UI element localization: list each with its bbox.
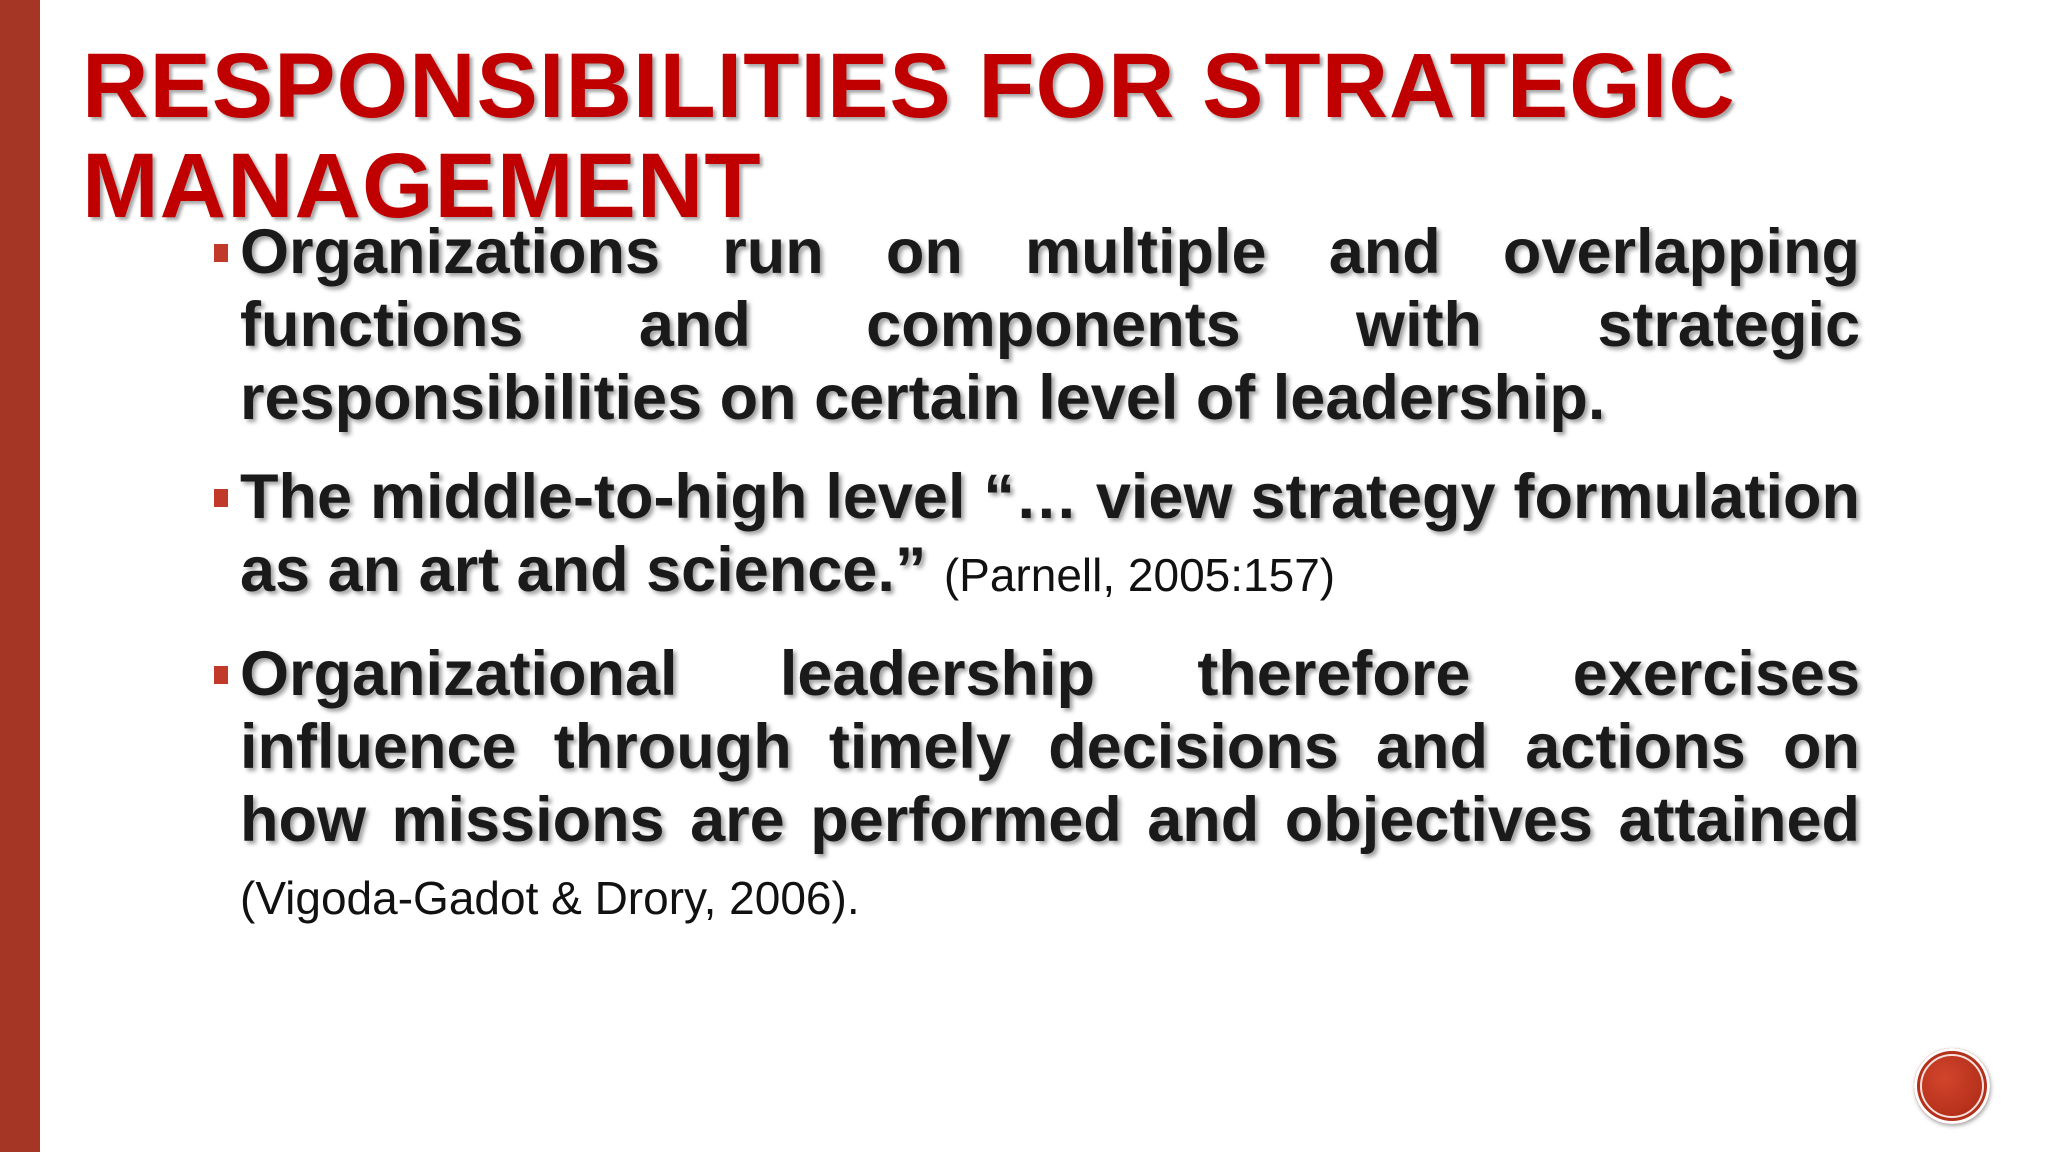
bullet-marker-icon: [214, 244, 228, 262]
bullet-citation: (Vigoda-Gadot & Drory, 2006).: [240, 872, 860, 924]
bullet-text: Organizational leadership therefore exercises influence through timely decisions and actions on how missions are performed and objectives attained: [240, 639, 1860, 855]
bullet-text: The middle-to-high level “… view strategy formulation as an art and science.”: [240, 462, 1860, 605]
bullet-marker-icon: [214, 666, 228, 684]
bullet-marker-icon: [214, 489, 228, 507]
bullet-text: Organizations run on multiple and overlapping functions and components with strategic responsibilities on certain level of leadership.: [240, 217, 1860, 433]
bullet-list: [240, 216, 1860, 961]
slide-title: [82, 36, 1982, 236]
circle-button-icon[interactable]: [1914, 1048, 1990, 1124]
title-line-2: MANAGEMENT: [82, 135, 762, 237]
bullet-citation: (Parnell, 2005:157): [943, 549, 1336, 601]
bullet-item: [240, 638, 1860, 935]
bullet-item: [240, 461, 1860, 612]
title-line-1: RESPONSIBILITIES FOR STRATEGIC: [82, 35, 1736, 137]
circle-button-ring: [1920, 1054, 1984, 1118]
left-accent-bar: [0, 0, 40, 1152]
bullet-item: [240, 216, 1860, 435]
